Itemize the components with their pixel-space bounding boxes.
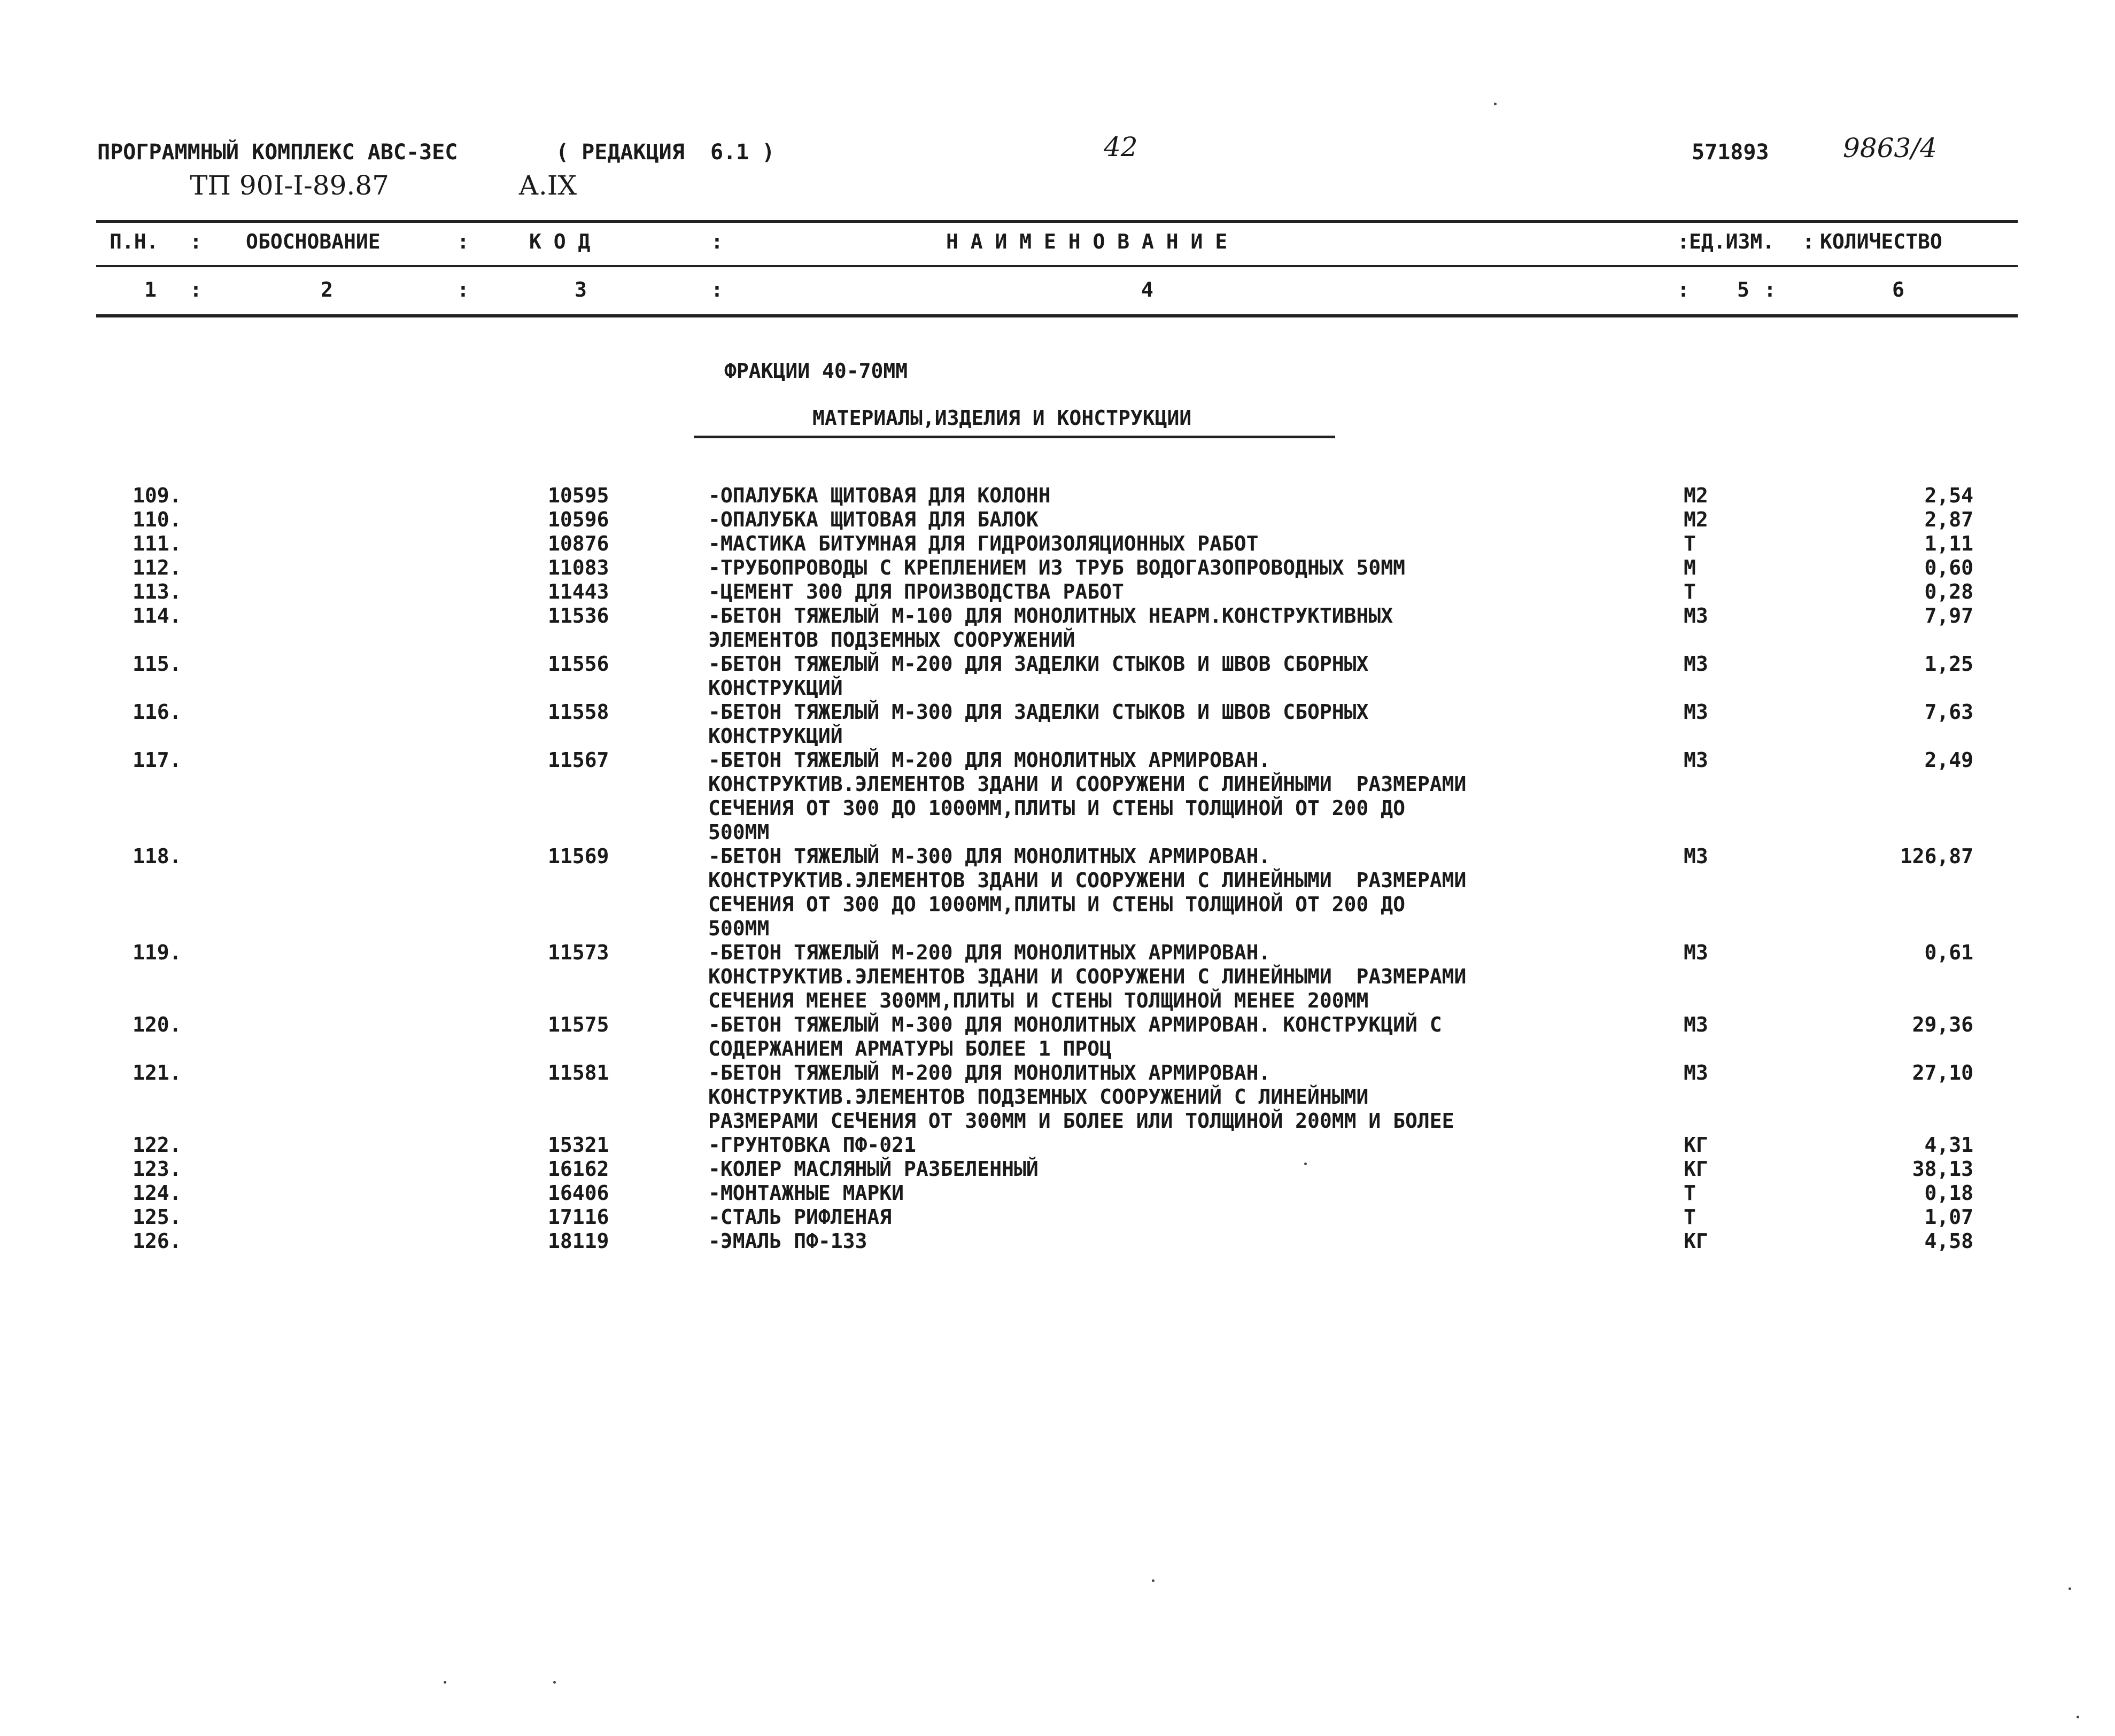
- column-number: 1: [144, 278, 157, 301]
- row-name: [708, 1229, 867, 1253]
- row-name-line: 500ММ: [708, 917, 770, 940]
- subsection-underline: [694, 436, 1335, 438]
- row-name: [708, 1205, 892, 1229]
- row-number: 122.: [133, 1133, 182, 1157]
- column-separator: :: [711, 230, 723, 253]
- column-header-code: К О Д: [529, 230, 591, 253]
- section-title: ФРАКЦИИ 40-70ММ: [724, 359, 908, 383]
- program-edition: ( РЕДАКЦИЯ 6.1 ): [556, 140, 775, 165]
- row-name: [708, 1157, 1039, 1181]
- row-code: 10595: [548, 484, 609, 507]
- row-unit: М2: [1684, 508, 1708, 531]
- row-unit: КГ: [1684, 1157, 1708, 1181]
- row-unit: М3: [1684, 748, 1708, 772]
- header-rule-mid: [96, 265, 2018, 267]
- row-unit: М2: [1684, 484, 1708, 507]
- row-name-line: КОНСТРУКТИВ.ЭЛЕМЕНТОВ ЗДАНИ И СООРУЖЕНИ С ЛИНЕЙНЫМИ РАЗМЕРАМИ: [708, 772, 1467, 796]
- scan-speck: [2077, 1716, 2079, 1718]
- row-unit: Т: [1684, 580, 1696, 603]
- scan-speck: [1152, 1579, 1155, 1582]
- row-name: [708, 484, 1051, 508]
- row-code: 18119: [548, 1229, 609, 1253]
- column-header-unit: ЕД.ИЗМ.: [1689, 230, 1775, 253]
- row-number: 110.: [133, 508, 182, 531]
- row-number: 111.: [133, 532, 182, 555]
- row-name-line: КОНСТРУКТИВ.ЭЛЕМЕНТОВ ПОДЗЕМНЫХ СООРУЖЕНИЙ С ЛИНЕЙНЫМИ: [708, 1085, 1369, 1109]
- column-header-name: Н А И М Е Н О В А Н И Е: [946, 230, 1228, 253]
- column-separator: :: [457, 278, 469, 301]
- header-rule-top: [96, 220, 2018, 223]
- column-number: 3: [575, 278, 587, 301]
- row-name-line: СОДЕРЖАНИЕМ АРМАТУРЫ БОЛЕЕ 1 ПРОЦ: [708, 1037, 1112, 1060]
- row-number: 117.: [133, 748, 182, 772]
- row-quantity: 27,10: [1912, 1061, 1973, 1084]
- row-name: [708, 941, 1466, 1013]
- row-name-line: -БЕТОН ТЯЖЕЛЫЙ М-200 ДЛЯ МОНОЛИТНЫХ АРМИРОВАН.: [708, 748, 1271, 772]
- row-code: 10596: [548, 508, 609, 531]
- row-quantity: 1,11: [1924, 532, 1973, 555]
- row-name: [708, 1133, 916, 1157]
- row-name: [708, 532, 1259, 556]
- row-quantity: 7,63: [1924, 700, 1973, 724]
- row-name: [708, 1013, 1442, 1061]
- row-name-line: СЕЧЕНИЯ ОТ 300 ДО 1000ММ,ПЛИТЫ И СТЕНЫ ТОЛЩИНОЙ ОТ 200 ДО: [708, 893, 1406, 916]
- row-name-line: -МАСТИКА БИТУМНАЯ ДЛЯ ГИДРОИЗОЛЯЦИОННЫХ РАБОТ: [708, 532, 1259, 555]
- header-rule-bottom: [96, 314, 2018, 317]
- row-code: 11556: [548, 652, 609, 676]
- row-name-line: КОНСТРУКЦИЙ: [708, 724, 843, 748]
- row-name: [708, 580, 1124, 604]
- row-code: 16406: [548, 1181, 609, 1205]
- row-unit: М3: [1684, 941, 1708, 964]
- row-number: 125.: [133, 1205, 182, 1229]
- row-code: 16162: [548, 1157, 609, 1181]
- row-name-line: -ТРУБОПРОВОДЫ С КРЕПЛЕНИЕМ ИЗ ТРУБ ВОДОГАЗОПРОВОДНЫХ 50ММ: [708, 556, 1406, 579]
- row-quantity: 0,28: [1924, 580, 1973, 603]
- row-unit: Т: [1684, 1205, 1696, 1229]
- row-quantity: 29,36: [1912, 1013, 1973, 1036]
- row-name-line: ЭЛЕМЕНТОВ ПОДЗЕМНЫХ СООРУЖЕНИЙ: [708, 628, 1075, 652]
- row-name: [708, 604, 1393, 652]
- column-header-quantity: КОЛИЧЕСТВО: [1820, 230, 1942, 253]
- row-name-line: -БЕТОН ТЯЖЕЛЫЙ М-200 ДЛЯ МОНОЛИТНЫХ АРМИРОВАН.: [708, 1061, 1271, 1084]
- row-quantity: 2,49: [1924, 748, 1973, 772]
- row-name-line: -БЕТОН ТЯЖЕЛЫЙ М-300 ДЛЯ МОНОЛИТНЫХ АРМИРОВАН.: [708, 844, 1271, 868]
- column-separator: :: [1677, 278, 1690, 301]
- row-quantity: 38,13: [1912, 1157, 1973, 1181]
- row-quantity: 2,54: [1924, 484, 1973, 507]
- column-separator: :: [711, 278, 723, 301]
- row-number: 116.: [133, 700, 182, 724]
- row-name-line: КОНСТРУКЦИЙ: [708, 676, 843, 700]
- row-name: [708, 1181, 904, 1205]
- row-number: 119.: [133, 941, 182, 964]
- subsection-title: МАТЕРИАЛЫ,ИЗДЕЛИЯ И КОНСТРУКЦИИ: [812, 406, 1192, 430]
- scan-speck: [553, 1681, 556, 1684]
- row-quantity: 4,58: [1924, 1229, 1973, 1253]
- row-quantity: 1,25: [1924, 652, 1973, 676]
- row-name-line: -ОПАЛУБКА ЩИТОВАЯ ДЛЯ КОЛОНН: [708, 484, 1051, 507]
- row-name: [708, 748, 1466, 844]
- row-unit: КГ: [1684, 1229, 1708, 1253]
- column-separator: :: [1764, 278, 1776, 301]
- column-separator: :: [1677, 230, 1690, 253]
- row-unit: М3: [1684, 700, 1708, 724]
- row-quantity: 2,87: [1924, 508, 1973, 531]
- document-code: 571893: [1692, 140, 1769, 165]
- row-number: 115.: [133, 652, 182, 676]
- row-quantity: 126,87: [1900, 844, 1973, 868]
- row-name-line: -ЭМАЛЬ ПФ-133: [708, 1229, 867, 1253]
- row-number: 121.: [133, 1061, 182, 1084]
- row-unit: М3: [1684, 604, 1708, 627]
- row-number: 109.: [133, 484, 182, 507]
- scan-speck: [2068, 1587, 2071, 1590]
- row-name-line: -БЕТОН ТЯЖЕЛЫЙ М-100 ДЛЯ МОНОЛИТНЫХ НЕАРМ.КОНСТРУКТИВНЫХ: [708, 604, 1393, 627]
- page-number: 42: [1104, 131, 1138, 162]
- sheet-reference: 9863/4: [1843, 133, 1937, 164]
- row-quantity: 0,18: [1924, 1181, 1973, 1205]
- row-number: 124.: [133, 1181, 182, 1205]
- row-name: [708, 508, 1039, 532]
- row-number: 114.: [133, 604, 182, 627]
- column-separator: :: [190, 278, 202, 301]
- scan-speck: [444, 1681, 446, 1684]
- row-name: [708, 652, 1368, 700]
- row-quantity: 4,31: [1924, 1133, 1973, 1157]
- row-code: 11567: [548, 748, 609, 772]
- album-code: А.IX: [518, 170, 577, 201]
- row-code: 11575: [548, 1013, 609, 1036]
- row-name: [708, 1061, 1454, 1133]
- row-unit: Т: [1684, 1181, 1696, 1205]
- row-name-line: -БЕТОН ТЯЖЕЛЫЙ М-300 ДЛЯ МОНОЛИТНЫХ АРМИРОВАН. КОНСТРУКЦИЙ С: [708, 1013, 1442, 1036]
- column-number: 6: [1892, 278, 1904, 301]
- row-number: 123.: [133, 1157, 182, 1181]
- row-unit: М: [1684, 556, 1696, 579]
- column-separator: :: [457, 230, 469, 253]
- row-name-line: -СТАЛЬ РИФЛЕНАЯ: [708, 1205, 892, 1229]
- row-unit: Т: [1684, 532, 1696, 555]
- column-number: 5: [1737, 278, 1749, 301]
- row-unit: М3: [1684, 1061, 1708, 1084]
- row-code: 11558: [548, 700, 609, 724]
- row-unit: М3: [1684, 652, 1708, 676]
- row-name: [708, 844, 1466, 941]
- row-name-line: 500ММ: [708, 820, 770, 844]
- column-header-pn: П.Н.: [110, 230, 159, 253]
- row-quantity: 7,97: [1924, 604, 1973, 627]
- scan-speck: [1304, 1162, 1307, 1165]
- row-quantity: 0,61: [1924, 941, 1973, 964]
- scan-speck: [1494, 103, 1497, 105]
- column-separator: :: [190, 230, 202, 253]
- row-unit: М3: [1684, 1013, 1708, 1036]
- column-number: 2: [321, 278, 333, 301]
- row-name-line: -КОЛЕР МАСЛЯНЫЙ РАЗБЕЛЕННЫЙ: [708, 1157, 1039, 1181]
- row-name-line: -ГРУНТОВКА ПФ-021: [708, 1133, 916, 1157]
- row-number: 113.: [133, 580, 182, 603]
- row-code: 11581: [548, 1061, 609, 1084]
- row-code: 11536: [548, 604, 609, 627]
- row-code: 11573: [548, 941, 609, 964]
- row-name-line: -МОНТАЖНЫЕ МАРКИ: [708, 1181, 904, 1205]
- row-code: 11083: [548, 556, 609, 579]
- row-name-line: -ЦЕМЕНТ 300 ДЛЯ ПРОИЗВОДСТВА РАБОТ: [708, 580, 1124, 603]
- row-name-line: КОНСТРУКТИВ.ЭЛЕМЕНТОВ ЗДАНИ И СООРУЖЕНИ С ЛИНЕЙНЫМИ РАЗМЕРАМИ: [708, 965, 1467, 988]
- row-quantity: 0,60: [1924, 556, 1973, 579]
- row-name-line: СЕЧЕНИЯ МЕНЕЕ 300ММ,ПЛИТЫ И СТЕНЫ ТОЛЩИНОЙ МЕНЕЕ 200ММ: [708, 989, 1369, 1012]
- row-code: 11569: [548, 844, 609, 868]
- row-name-line: РАЗМЕРАМИ СЕЧЕНИЯ ОТ 300ММ И БОЛЕЕ ИЛИ ТОЛЩИНОЙ 200ММ И БОЛЕЕ: [708, 1109, 1454, 1133]
- row-number: 126.: [133, 1229, 182, 1253]
- row-name: [708, 556, 1405, 580]
- row-name-line: СЕЧЕНИЯ ОТ 300 ДО 1000ММ,ПЛИТЫ И СТЕНЫ ТОЛЩИНОЙ ОТ 200 ДО: [708, 796, 1406, 820]
- row-name-line: КОНСТРУКТИВ.ЭЛЕМЕНТОВ ЗДАНИ И СООРУЖЕНИ С ЛИНЕЙНЫМИ РАЗМЕРАМИ: [708, 869, 1467, 892]
- column-header-basis: ОБОСНОВАНИЕ: [246, 230, 381, 253]
- row-code: 10876: [548, 532, 609, 555]
- row-name-line: -БЕТОН ТЯЖЕЛЫЙ М-200 ДЛЯ ЗАДЕЛКИ СТЫКОВ И ШВОВ СБОРНЫХ: [708, 652, 1369, 676]
- project-code: ТП 90I-I-89.87: [190, 170, 389, 201]
- row-number: 112.: [133, 556, 182, 579]
- column-separator: :: [1802, 230, 1815, 253]
- row-code: 15321: [548, 1133, 609, 1157]
- row-unit: М3: [1684, 844, 1708, 868]
- program-title: ПРОГРАММНЫЙ КОМПЛЕКС АВС-3ЕС: [97, 140, 458, 165]
- row-quantity: 1,07: [1924, 1205, 1973, 1229]
- column-number: 4: [1141, 278, 1153, 301]
- row-name-line: -БЕТОН ТЯЖЕЛЫЙ М-300 ДЛЯ ЗАДЕЛКИ СТЫКОВ И ШВОВ СБОРНЫХ: [708, 700, 1369, 724]
- row-name: [708, 700, 1368, 748]
- row-unit: КГ: [1684, 1133, 1708, 1157]
- row-name-line: -БЕТОН ТЯЖЕЛЫЙ М-200 ДЛЯ МОНОЛИТНЫХ АРМИРОВАН.: [708, 941, 1271, 964]
- row-number: 118.: [133, 844, 182, 868]
- row-name-line: -ОПАЛУБКА ЩИТОВАЯ ДЛЯ БАЛОК: [708, 508, 1039, 531]
- row-code: 17116: [548, 1205, 609, 1229]
- row-number: 120.: [133, 1013, 182, 1036]
- row-code: 11443: [548, 580, 609, 603]
